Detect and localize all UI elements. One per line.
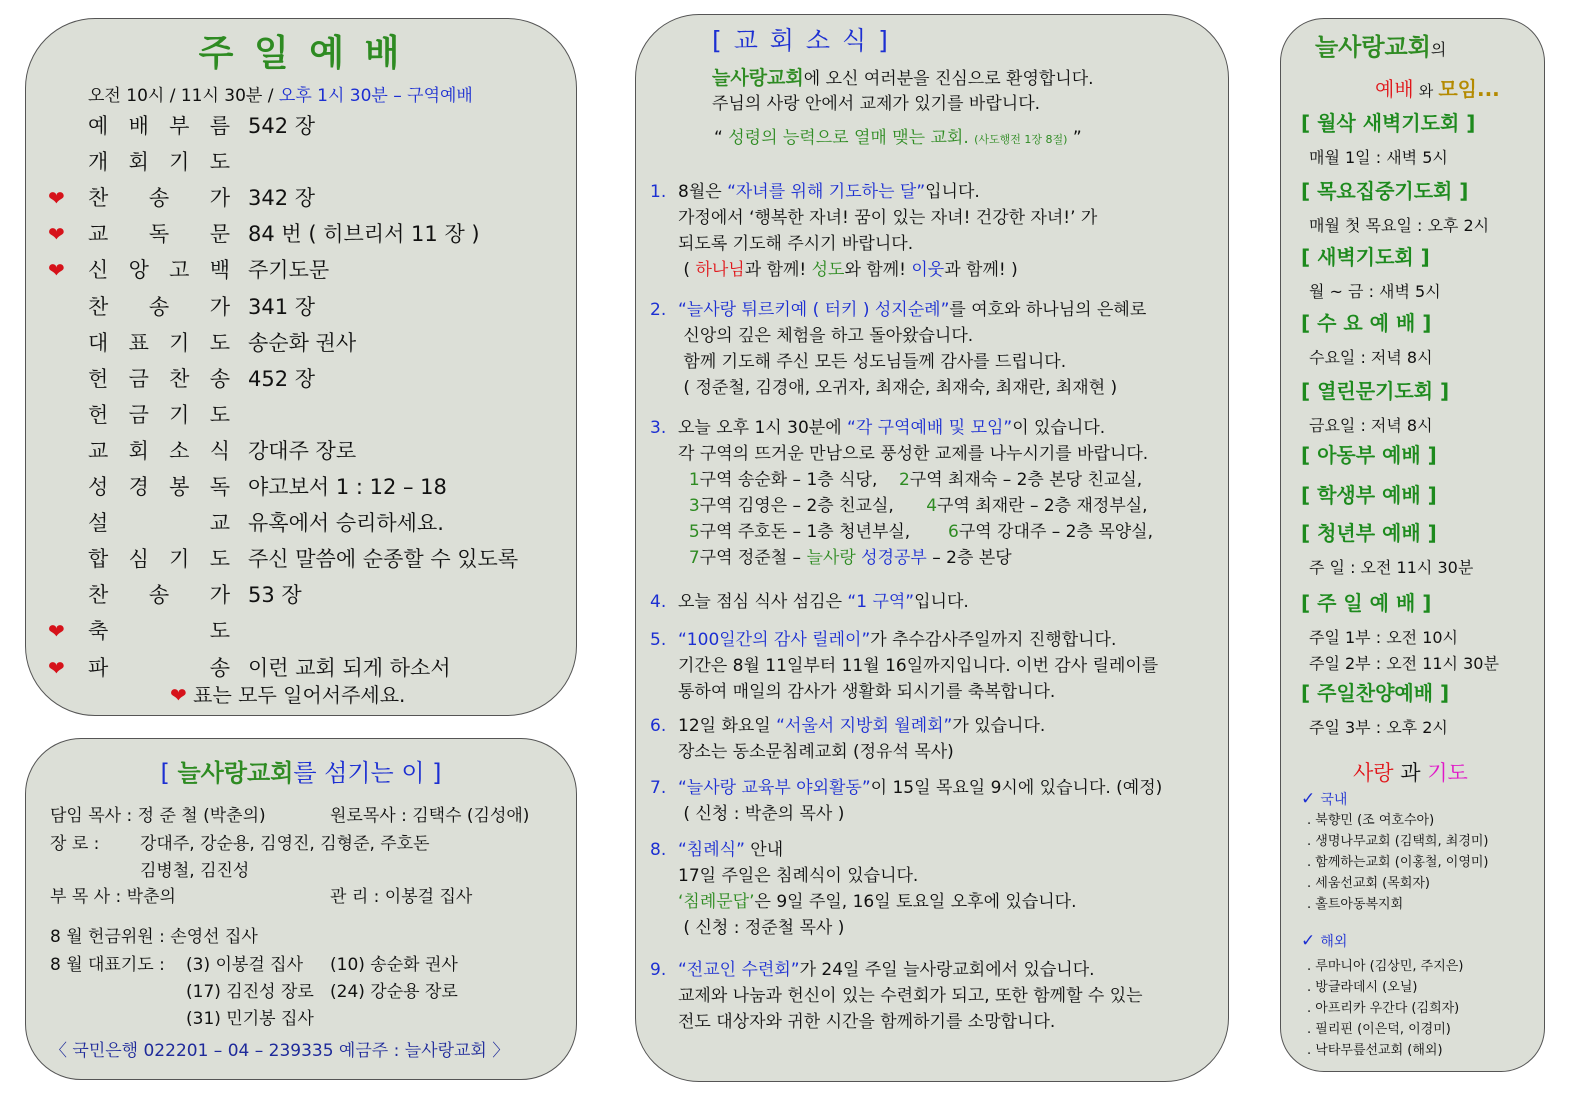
worship-order-label-char: 찬: [88, 583, 109, 608]
news-item-line: [678, 889, 1077, 915]
worship-order-label: [88, 111, 230, 141]
worship-order-label-char: 문: [209, 222, 230, 247]
worship-order-label-char: 도: [209, 402, 230, 427]
worship-times-morning: 오전 10시 / 11시 30분 /: [88, 86, 274, 106]
worship-order-label-char: 독: [209, 475, 230, 499]
news-item-line: [678, 1009, 1055, 1035]
meeting-time: 주일 2부 : 오전 11시 30분: [1309, 654, 1499, 673]
news-item-text: 이 15일 목요일 9시에 있습니다. (예정): [870, 778, 1163, 798]
worship-order-row: [26, 183, 576, 213]
news-item-text: “늘사랑 교육부 야외활동”: [678, 778, 871, 798]
news-item-text: 구역 정준철 –: [699, 548, 807, 568]
sunday-worship-panel: [25, 18, 577, 716]
meeting-time: 주일 3부 : 오후 2시: [1309, 718, 1448, 737]
worship-order-row: [26, 508, 576, 538]
worship-order-label: [88, 183, 230, 213]
news-item-text: “침례식”: [678, 840, 745, 860]
worship-order-label-char: 교: [88, 222, 109, 247]
news-item-text: 과 함께!: [744, 260, 812, 280]
news-item-text: 은 9일 주일, 16일 토요일 오후에 있습니다.: [754, 892, 1077, 912]
news-item-text: 구역 강대주 – 2층 목양실,: [958, 522, 1153, 542]
bank-account: 〈 국민은행 022201 – 04 – 239335 예금주 : 늘사랑교회 〉: [50, 1041, 510, 1061]
worship-order-value: 주신 말씀에 순종할 수 있도록: [248, 547, 519, 572]
prayer-list-item: . 필리핀 (이은덕, 이경미): [1307, 1022, 1451, 1037]
worship-order-label-char: 찬: [88, 186, 109, 211]
overseas-header: [1301, 931, 1347, 951]
meetings-header-line-1: [1315, 27, 1446, 62]
worship-order-value: 542 장: [248, 114, 316, 138]
news-item-text: 와 함께!: [844, 260, 912, 280]
prayer-roster-entry: (10) 송순화 권사: [330, 955, 458, 975]
news-item-text: 하나님: [695, 260, 745, 280]
worship-order-label-char: 름: [209, 114, 230, 138]
welcome-text: 에 오신 여러분을 진심으로 환영합니다.: [803, 69, 1094, 89]
meetings-worship-word: 예배: [1375, 77, 1414, 101]
worship-times-afternoon: 오후 1시 30분 – 구역예배: [278, 86, 473, 106]
worship-order-label-char: 대: [88, 330, 109, 355]
worship-order-value: 이런 교회 되게 하소서: [248, 655, 451, 680]
worship-order-label-char: 심: [128, 547, 149, 572]
servants-title-church: 늘사랑교회: [177, 759, 294, 787]
love-and: 과: [1400, 761, 1421, 785]
news-item-text: 장소는 동소문침례교회 (정유석 목사): [678, 742, 954, 762]
news-item-number: 6.: [650, 716, 667, 736]
worship-order-label-char: 송: [148, 583, 170, 608]
prayer-roster-entry: (17) 김진성 장로: [186, 982, 314, 1002]
news-item-text: ( 신청 : 정준철 목사 ): [678, 918, 845, 938]
servants-title-rest: 를 섬기는 이 ]: [293, 759, 442, 787]
worship-order-label-char: 기: [169, 402, 190, 427]
prayer-roster-entry: (3) 이봉걸 집사: [186, 955, 303, 975]
meeting-title: [ 수 요 예 배 ]: [1301, 311, 1432, 335]
heart-icon: ❤: [48, 655, 65, 680]
news-item-text: 가 24일 주일 늘사랑교회에서 있습니다.: [799, 960, 1095, 980]
worship-order-row: [26, 580, 576, 610]
news-item-line: [678, 801, 844, 827]
news-item-text: [678, 496, 689, 516]
prayer-roster-entry: (24) 강순용 장로: [330, 982, 458, 1002]
standing-note: [170, 679, 405, 708]
worship-order-label-char: 기: [169, 330, 190, 355]
worship-order-label-char: 축: [88, 619, 109, 644]
worship-order-row: [26, 292, 576, 322]
news-item-text: “100일간의 감사 릴레이”: [678, 630, 871, 650]
heart-icon: ❤: [170, 683, 187, 707]
news-item-text: 전도 대상자와 귀한 시간을 함께하기를 소망합니다.: [678, 1012, 1056, 1032]
worship-order-value: 84 번 ( 히브리서 11 장 ): [248, 222, 480, 247]
meeting-title: [ 새벽기도회 ]: [1301, 245, 1430, 269]
news-item-text: 4: [926, 496, 938, 516]
news-title: [ 교 회 소 식 ]: [712, 26, 890, 55]
news-item-text: 함께 기도해 주신 모든 성도님들께 감사를 드립니다.: [678, 352, 1067, 372]
news-item-text: “자녀를 위해 기도하는 달”: [727, 182, 926, 202]
news-item-text: 5: [688, 522, 700, 542]
news-item-text: 성도: [811, 260, 845, 280]
worship-order-label-char: 경: [128, 475, 149, 499]
worship-order-label-char: 송: [209, 655, 230, 680]
worship-title: 주 일 예 배: [198, 33, 404, 74]
news-item-text: (: [678, 260, 696, 280]
news-item-text: 2: [898, 470, 910, 490]
prayer-list-item: . 홀트아동복지회: [1307, 897, 1404, 912]
meetings-church: 늘사랑교회: [1315, 33, 1431, 61]
news-item-text: 가 있습니다.: [952, 716, 1046, 736]
church-news-panel: [635, 14, 1229, 1082]
welcome-line-1: [712, 65, 1094, 92]
worship-order-label-char: 부: [169, 114, 190, 138]
building-manager: 관 리 : 이봉걸 집사: [330, 887, 473, 907]
senior-pastor: 담임 목사 : 정 준 철 (박춘의): [50, 806, 266, 826]
news-item-text: [678, 548, 689, 568]
worship-order-label-char: 금: [128, 366, 149, 391]
news-item-text: 신앙의 깊은 체험을 하고 돌아왔습니다.: [678, 326, 974, 346]
worship-order-row: [26, 400, 576, 430]
news-item-line: [678, 713, 1045, 739]
worship-order-label-char: 헌: [88, 402, 109, 427]
worship-order-row: [26, 328, 576, 358]
worship-order-label-char: 송: [148, 294, 170, 319]
worship-order-label-char: 회: [128, 438, 149, 463]
meetings-and: 와: [1418, 82, 1434, 100]
church-motto: [714, 125, 1082, 153]
news-item-number: 8.: [650, 840, 667, 860]
worship-order-label-char: 고: [169, 258, 190, 283]
worship-order-label-char: 기: [169, 547, 190, 572]
news-item-line: [678, 863, 918, 889]
news-item-text: 되도록 기도해 주시기 바랍니다.: [678, 234, 914, 254]
worship-order-row: [26, 436, 576, 466]
motto-text: 성령의 능력으로 열매 맺는 교회.: [728, 128, 969, 148]
worship-order-label-char: 신: [88, 258, 109, 283]
worship-order-label: [88, 255, 230, 285]
worship-order-value: 강대주 장로: [248, 438, 357, 463]
news-item-line: [678, 679, 1055, 705]
news-item-line: [678, 415, 1105, 441]
news-item-line: [678, 915, 844, 941]
prayer-word: 기도: [1427, 761, 1468, 785]
news-item-number: 9.: [650, 960, 667, 980]
domestic-label: 국내: [1320, 792, 1348, 808]
heart-icon: ❤: [48, 222, 65, 247]
worship-order-label-char: 앙: [128, 258, 149, 283]
meeting-title: [ 주 일 예 배 ]: [1301, 591, 1432, 615]
worship-order-label-char: 송: [148, 186, 170, 211]
worship-order-label-char: 가: [209, 294, 230, 319]
meetings-gathering-word: 모임...: [1438, 77, 1500, 101]
worship-order-label: [88, 328, 230, 358]
worship-order-label: [88, 147, 230, 177]
worship-order-row: [26, 616, 576, 646]
news-item-text: 구역 송순화 – 1층 식당,: [699, 470, 899, 490]
motto-close-quote: ”: [1072, 128, 1082, 148]
offering-committee: 8 월 헌금위원 : 손영선 집사: [50, 927, 258, 947]
checkmark-icon: ✓: [1301, 931, 1316, 951]
meeting-time: 월 ~ 금 : 새벽 5시: [1309, 282, 1441, 301]
news-item-text: 구역 주호돈 – 1층 청년부실,: [699, 522, 949, 542]
worship-order-row: [26, 653, 576, 683]
worship-order-value: 342 장: [248, 186, 316, 211]
meetings-of: 의: [1430, 40, 1447, 59]
news-item-text: “늘사랑 튀르키예 ( 터키 ) 성지순례”: [678, 300, 950, 320]
servants-title: [26, 753, 576, 788]
meeting-time: 수요일 : 저녁 8시: [1309, 348, 1433, 367]
news-item-line: [678, 493, 1148, 519]
news-item-text: 7: [688, 548, 700, 568]
worship-order-label-char: 기: [169, 150, 190, 175]
elder-pastor: 원로목사 : 김택수 (김성애): [330, 806, 530, 826]
news-item-line: [678, 205, 1097, 231]
worship-order-label: [88, 400, 230, 430]
worship-order-label-char: 교: [88, 438, 109, 463]
prayer-list-item: . 아프리카 우간다 (김희자): [1307, 1001, 1460, 1016]
news-item-line: [678, 627, 1116, 653]
news-item-text: “전교인 수련회”: [678, 960, 800, 980]
worship-order-label: [88, 580, 230, 610]
news-item-line: [678, 519, 1153, 545]
news-item-number: 4.: [650, 592, 667, 612]
worship-order-label-char: 찬: [88, 294, 109, 319]
news-item-number: 7.: [650, 778, 667, 798]
news-item-text: 구역 김영은 – 2층 친교실,: [699, 496, 927, 516]
prayer-list-item: . 낙타무릎선교회 (해외): [1307, 1043, 1443, 1058]
news-item-text: 입니다.: [925, 182, 980, 202]
news-item-text: 오늘 점심 식사 섬김은: [678, 592, 848, 612]
worship-order-value: 송순화 권사: [248, 330, 357, 355]
news-item-text: 구역 최재숙 – 2층 본당 친교실,: [909, 470, 1143, 490]
heart-icon: ❤: [48, 258, 65, 283]
news-item-line: [678, 739, 954, 765]
worship-order-label-char: 송: [209, 366, 230, 391]
news-item-text: 구역 최재란 – 2층 재정부실,: [937, 496, 1148, 516]
worship-order-label-char: 독: [148, 222, 170, 247]
news-item-line: [678, 349, 1066, 375]
worship-order-label-char: 봉: [169, 475, 190, 499]
news-item-text: “각 구역예배 및 모임”: [847, 418, 1013, 438]
worship-order-row: [26, 544, 576, 574]
news-item-text: 1: [688, 470, 700, 490]
news-item-text: 기간은 8월 11일부터 11월 16일까지입니다. 이번 감사 릴레이를: [678, 656, 1159, 676]
news-item-text: 가정에서 ‘행복한 자녀! 꿈이 있는 자녀! 건강한 자녀!’ 가: [678, 208, 1098, 228]
love-prayer-header: [1353, 757, 1468, 787]
prayer-roster-entry: (31) 민기봉 집사: [186, 1009, 314, 1029]
worship-order-value: 유혹에서 승리하세요.: [248, 511, 444, 536]
news-item-text: 17일 주일은 침례식이 있습니다.: [678, 866, 919, 886]
prayer-list-item: . 북향민 (조 여호수아): [1307, 813, 1435, 828]
worship-order-label: [88, 472, 230, 502]
worship-order-value: 53 장: [248, 583, 302, 608]
worship-times: [88, 81, 473, 106]
motto-open-quote: “: [714, 128, 723, 148]
worship-order-row: [26, 364, 576, 394]
news-item-number: 3.: [650, 418, 667, 438]
worship-order-value: 주기도문: [248, 258, 330, 283]
news-item-line: [678, 231, 913, 257]
meeting-title: [ 월삭 새벽기도회 ]: [1301, 111, 1476, 135]
news-item-text: 각 구역의 뜨거운 만남으로 풍성한 교제를 나누시기를 바랍니다.: [678, 444, 1149, 464]
worship-order-row: [26, 111, 576, 141]
worship-order-label-char: 표: [128, 330, 149, 355]
checkmark-icon: ✓: [1301, 789, 1316, 809]
overseas-label: 해외: [1320, 934, 1348, 950]
meeting-time: 주 일 : 오전 11시 30분: [1309, 558, 1474, 577]
meeting-time: 매월 1일 : 새벽 5시: [1309, 148, 1448, 167]
worship-order-label-char: 식: [209, 438, 230, 463]
news-item-line: [678, 545, 1012, 571]
meeting-title: [ 아동부 예배 ]: [1301, 443, 1437, 467]
meetings-panel: [1280, 18, 1545, 1072]
worship-order-label: [88, 508, 230, 538]
news-item-line: [678, 589, 969, 615]
worship-order-label-char: 찬: [169, 366, 190, 391]
love-word: 사랑: [1353, 761, 1394, 785]
worship-order-label: [88, 616, 230, 646]
meeting-title: [ 열린문기도회 ]: [1301, 379, 1450, 403]
news-item-text: 과 함께! ): [944, 260, 1018, 280]
worship-order-row: [26, 219, 576, 249]
news-item-text: 오늘 오후 1시 30분에: [678, 418, 848, 438]
prayer-list-item: . 루마니아 (김상민, 주지은): [1307, 959, 1464, 974]
standing-note-text: 표는 모두 일어서주세요.: [193, 683, 406, 707]
news-item-text: 가 추수감사주일까지 진행합니다.: [870, 630, 1117, 650]
news-item-text: 를 여호와 하나님의 은혜로: [949, 300, 1147, 320]
worship-order-label: [88, 364, 230, 394]
news-item-line: [678, 323, 973, 349]
heart-icon: ❤: [48, 619, 65, 644]
news-item-text: 교제와 나눔과 헌신이 있는 수련회가 되고, 또한 함께할 수 있는: [678, 986, 1143, 1006]
prayer-list-item: . 함께하는교회 (이홍철, 이영미): [1307, 855, 1489, 870]
worship-order-label: [88, 653, 230, 683]
worship-order-label-char: 소: [169, 438, 190, 463]
worship-order-row: [26, 255, 576, 285]
prayer-list-item: . 세움선교회 (목회자): [1307, 876, 1431, 891]
worship-order-label-char: 가: [209, 186, 230, 211]
heart-icon: ❤: [48, 186, 65, 211]
worship-order-value: 야고보서 1 : 12 – 18: [248, 475, 447, 499]
news-item-text: 늘사랑: [806, 548, 856, 568]
worship-order-label: [88, 292, 230, 322]
worship-order-label-char: 성: [88, 475, 109, 499]
news-item-text: ( 정준철, 김경애, 오귀자, 최재순, 최재숙, 최재란, 최재현 ): [678, 378, 1118, 398]
news-item-text: “1 구역”: [847, 592, 915, 612]
worship-order-label-char: 가: [209, 583, 230, 608]
news-item-line: [678, 257, 1018, 283]
welcome-line-2: 주님의 사랑 안에서 교제가 있기를 바랍니다.: [712, 94, 1041, 114]
meeting-time: 주일 1부 : 오전 10시: [1309, 628, 1459, 647]
news-item-text: ‘침례문답’: [678, 892, 755, 912]
elders-label: 장 로 :: [50, 834, 100, 854]
servants-title-open: [: [160, 759, 178, 787]
worship-order-label-char: 설: [88, 511, 109, 536]
worship-order-label-char: 예: [88, 114, 109, 138]
meeting-title: [ 청년부 예배 ]: [1301, 521, 1437, 545]
news-item-text: 성경공부: [861, 548, 927, 568]
news-item-line: [678, 179, 980, 205]
news-item-line: [678, 441, 1148, 467]
news-item-number: 5.: [650, 630, 667, 650]
news-item-text: “서울서 지방회 월례회”: [776, 716, 953, 736]
news-item-text: – 2층 본당: [926, 548, 1012, 568]
meeting-title: [ 학생부 예배 ]: [1301, 483, 1437, 507]
prayer-list-item: . 생명나무교회 (김택희, 최경미): [1307, 834, 1489, 849]
worship-order-label-char: 금: [128, 402, 149, 427]
elders-line-2: 김병철, 김진성: [140, 861, 250, 881]
news-item-text: [678, 470, 689, 490]
worship-order-row: [26, 147, 576, 177]
worship-order-label-char: 배: [128, 114, 149, 138]
worship-order-row: [26, 472, 576, 502]
news-item-line: [678, 653, 1158, 679]
news-item-text: [678, 522, 689, 542]
worship-order-label-char: 헌: [88, 366, 109, 391]
worship-order-label-char: 도: [209, 150, 230, 175]
news-item-text: 안내: [744, 840, 784, 860]
news-item-text: ( 신청 : 박춘의 목사 ): [678, 804, 845, 824]
news-item-line: [678, 775, 1162, 801]
elders-line-1: 강대주, 강순용, 김영진, 김형준, 주호돈: [140, 834, 430, 854]
worship-order-label: [88, 436, 230, 466]
worship-order-label-char: 백: [209, 258, 230, 283]
news-item-line: [678, 375, 1117, 401]
worship-order-label-char: 도: [209, 547, 230, 572]
news-item-text: 이 있습니다.: [1012, 418, 1106, 438]
news-item-line: [678, 983, 1143, 1009]
meetings-header-line-2: [1375, 73, 1500, 102]
worship-order-label-char: 합: [88, 547, 109, 572]
worship-order-label-char: 파: [88, 655, 109, 680]
worship-order-label: [88, 219, 230, 249]
news-item-text: 입니다.: [914, 592, 969, 612]
servants-panel: [25, 738, 577, 1080]
news-item-text: 12일 화요일: [678, 716, 777, 736]
meeting-time: 금요일 : 저녁 8시: [1309, 416, 1433, 435]
news-item-text: 이웃: [911, 260, 945, 280]
news-item-number: 1.: [650, 182, 667, 202]
worship-order-label-char: 도: [209, 330, 230, 355]
worship-order-label-char: 도: [209, 619, 230, 644]
welcome-church: 늘사랑교회: [712, 67, 804, 89]
news-item-line: [678, 837, 783, 863]
news-item-text: 통하여 매일의 감사가 생활화 되시기를 축복합니다.: [678, 682, 1056, 702]
news-item-line: [678, 297, 1146, 323]
domestic-header: [1301, 789, 1347, 809]
news-item-line: [678, 467, 1142, 493]
worship-order-label-char: 회: [128, 150, 149, 175]
meeting-title: [ 주일찬양예배 ]: [1301, 681, 1450, 705]
news-item-text: 6: [948, 522, 959, 542]
news-item-text: 3: [688, 496, 700, 516]
news-item-number: 2.: [650, 300, 667, 320]
prayer-label: 8 월 대표기도 :: [50, 955, 165, 975]
prayer-list-item: . 방글라데시 (오닐): [1307, 980, 1418, 995]
worship-order-label: [88, 544, 230, 574]
news-item-text: 8월은: [678, 182, 728, 202]
motto-reference: (사도행전 1장 8절): [974, 133, 1068, 146]
meeting-time: 매월 첫 목요일 : 오후 2시: [1309, 216, 1490, 235]
worship-order-label-char: 개: [88, 150, 109, 175]
worship-order-value: 341 장: [248, 294, 316, 319]
meeting-title: [ 목요집중기도회 ]: [1301, 179, 1469, 203]
associate-pastor: 부 목 사 : 박춘의: [50, 887, 176, 907]
news-item-line: [678, 957, 1095, 983]
worship-order-label-char: 교: [209, 511, 230, 536]
worship-order-value: 452 장: [248, 366, 316, 391]
